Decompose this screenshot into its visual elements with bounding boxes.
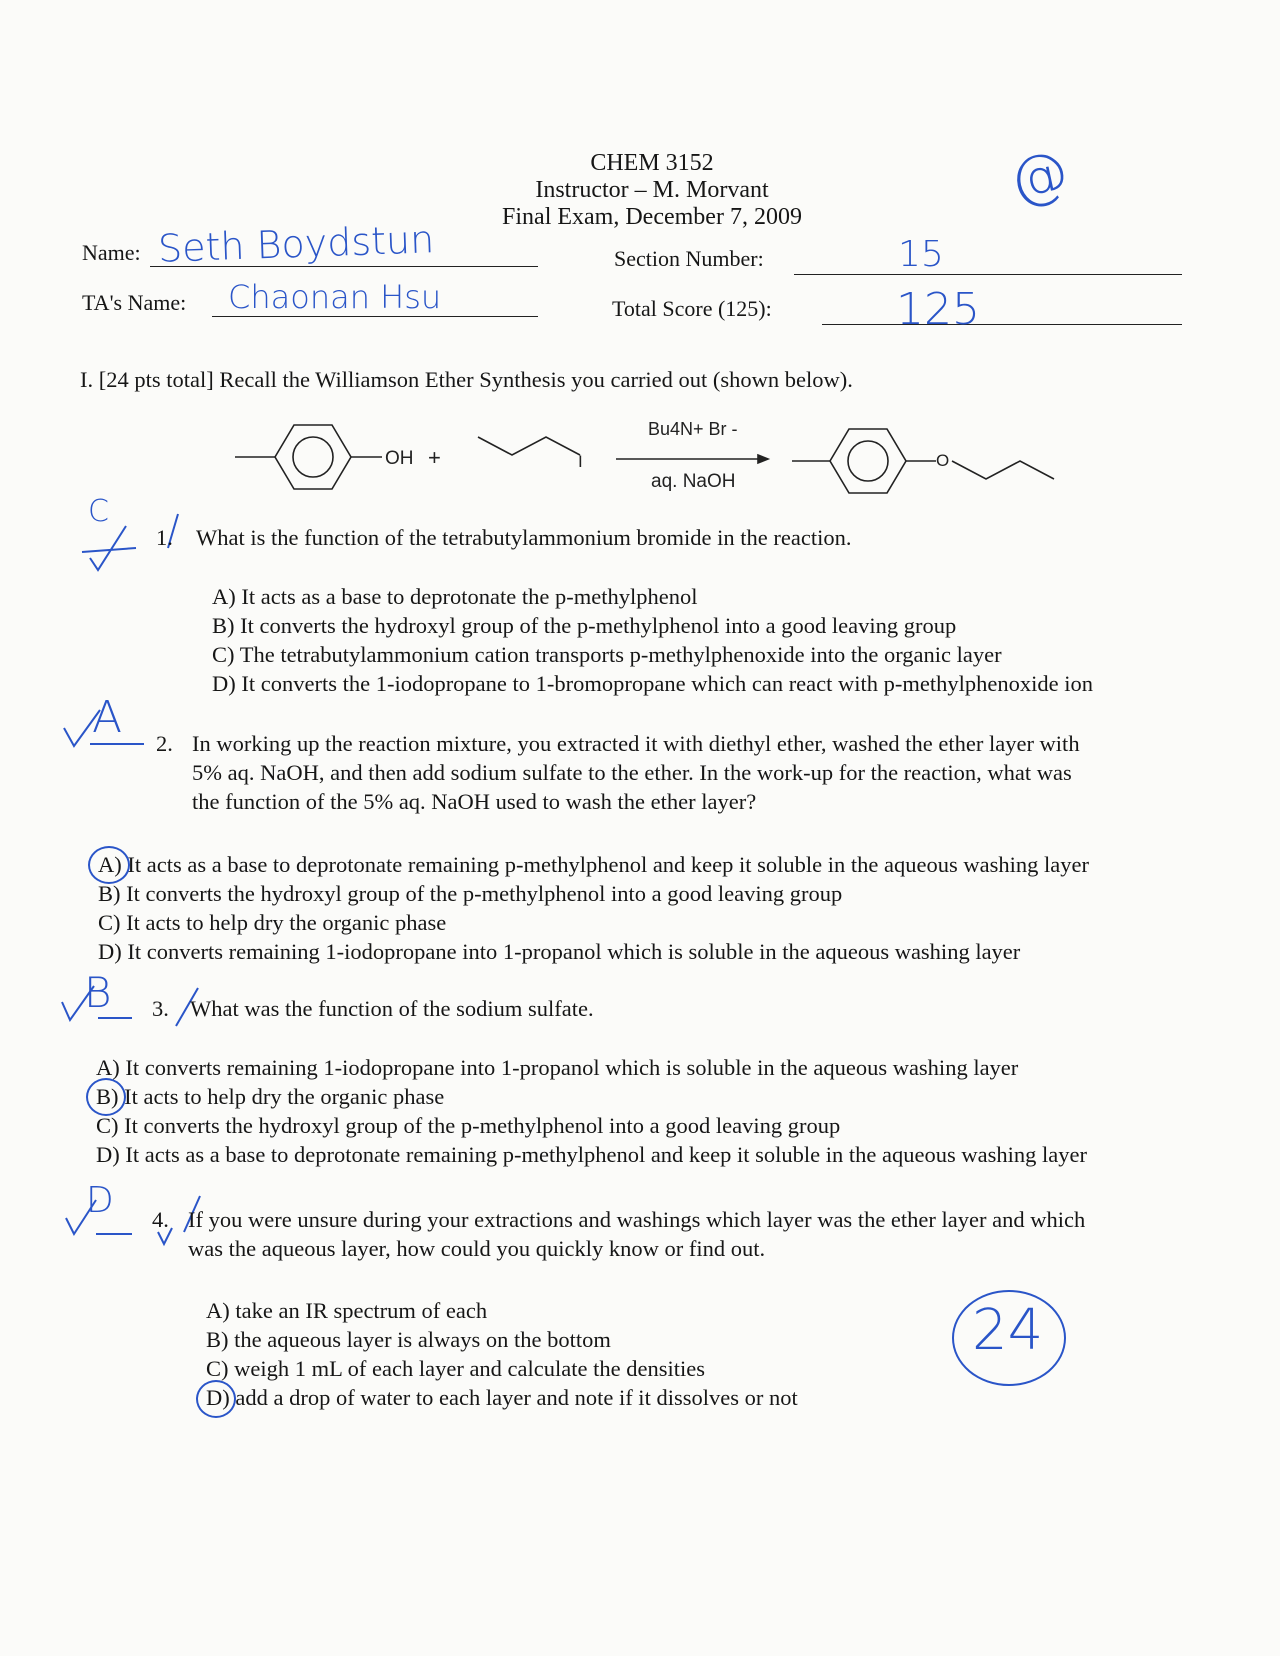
q1-number: 1. — [156, 525, 173, 550]
q3-option-b[interactable]: B) It acts to help dry the organic phase — [96, 1084, 445, 1109]
q3-answer[interactable]: B — [84, 968, 112, 1017]
ta-label: TA's Name: — [82, 290, 187, 315]
plus-sign: + — [428, 445, 441, 470]
catalyst-label: Bu4N+ Br - — [648, 419, 738, 439]
name-value[interactable]: Seth Boydstun — [157, 217, 435, 271]
q1-check-mark — [76, 508, 196, 578]
q4-number: 4. — [152, 1207, 169, 1232]
section-intro: I. [24 pts total] Recall the Williamson Ether Synthesis you carried out (shown below). — [80, 367, 853, 392]
iodine-label: I — [578, 452, 583, 471]
q2-number: 2. — [156, 731, 173, 756]
section-value[interactable]: 15 — [898, 234, 944, 275]
q2-text-line-3: the function of the 5% aq. NaOH used to wash the ether layer? — [192, 789, 757, 814]
q4-text-line-2: was the aqueous layer, how could you quickly know or find out. — [188, 1236, 766, 1261]
q4-answer[interactable]: D — [86, 1180, 114, 1221]
q2-check-mark — [60, 704, 150, 754]
propyl-chain — [478, 437, 580, 455]
q3-option-d[interactable]: D) It acts as a base to deprotonate remaining p-methylphenol and keep it soluble in the aqueous washing layer — [96, 1142, 1087, 1167]
q4-option-b[interactable]: B) the aqueous layer is always on the bottom — [206, 1327, 611, 1352]
q4-option-d[interactable]: D) add a drop of water to each layer and note if it dissolves or not — [206, 1385, 798, 1410]
oh-label: OH — [385, 448, 414, 469]
grade-mark: @ — [1003, 136, 1075, 216]
reaction-scheme — [230, 415, 1090, 500]
q2-option-a[interactable]: A) It acts as a base to deprotonate remaining p-methylphenol and keep it soluble in the aqueous washing layer — [98, 852, 1089, 877]
q4-option-a[interactable]: A) take an IR spectrum of each — [206, 1298, 488, 1323]
q2-option-d[interactable]: D) It converts remaining 1-iodopropane into 1-propanol which is soluble in the aqueous washing layer — [98, 939, 1021, 964]
q1-option-d[interactable]: D) It converts the 1-iodopropane to 1-bromopropane which can react with p-methylphenoxide ion — [212, 671, 1093, 696]
course-title: CHEM 3152 — [590, 150, 714, 176]
q4-option-c[interactable]: C) weigh 1 mL of each layer and calculate the densities — [206, 1356, 705, 1381]
reaction-arrow-head — [758, 455, 768, 463]
q3-number: 3. — [152, 996, 169, 1021]
q1-option-c[interactable]: C) The tetrabutylammonium cation transports p-methylphenoxide into the organic layer — [212, 642, 1002, 667]
q3-text: What was the function of the sodium sulfate. — [190, 996, 594, 1021]
propoxy-chain — [952, 461, 1054, 479]
solvent-label: aq. NaOH — [651, 471, 736, 492]
q2-option-b[interactable]: B) It converts the hydroxyl group of the p-methylphenol into a good leaving group — [98, 881, 843, 906]
q1-option-b[interactable]: B) It converts the hydroxyl group of the p-methylphenol into a good leaving group — [212, 613, 957, 638]
oxygen-label: O — [936, 451, 950, 470]
q3-option-a[interactable]: A) It converts remaining 1-iodopropane into 1-propanol which is soluble in the aqueous washing layer — [96, 1055, 1019, 1080]
q2-text-line-2: 5% aq. NaOH, and then add sodium sulfate to the ether. In the work-up for the reaction, what was — [192, 760, 1072, 785]
section-score: 24 — [972, 1298, 1044, 1363]
q1-answer[interactable]: C — [88, 494, 109, 529]
instructor-line: Instructor – M. Morvant — [535, 177, 769, 203]
q1-text: What is the function of the tetrabutylammonium bromide in the reaction. — [196, 525, 852, 550]
q1-option-a[interactable]: A) It acts as a base to deprotonate the p-methylphenol — [212, 584, 698, 609]
ta-value[interactable]: Chaonan Hsu — [228, 278, 442, 316]
name-label: Name: — [82, 240, 141, 265]
section-label: Section Number: — [614, 246, 764, 271]
benzene-ring-1 — [275, 425, 351, 489]
benzene-ring-2 — [830, 429, 906, 493]
q4-selected-circle — [196, 1380, 236, 1418]
section-line — [794, 274, 1182, 275]
q2-answer[interactable]: A — [92, 692, 123, 743]
q2-option-c[interactable]: C) It acts to help dry the organic phase — [98, 910, 447, 935]
q2-text-line-1: In working up the reaction mixture, you extracted it with diethyl ether, washed the ether layer with — [192, 731, 1080, 756]
q3-option-c[interactable]: C) It converts the hydroxyl group of the p-methylphenol into a good leaving group — [96, 1113, 841, 1138]
exam-line: Final Exam, December 7, 2009 — [502, 204, 802, 230]
score-value[interactable]: 125 — [896, 284, 980, 335]
aromatic-circle-2 — [848, 441, 888, 481]
score-line — [822, 324, 1182, 325]
score-label: Total Score (125): — [612, 296, 772, 321]
ta-line — [212, 316, 538, 317]
q4-text-line-1: If you were unsure during your extractions and washings which layer was the ether layer and which — [188, 1207, 1086, 1232]
aromatic-circle-1 — [293, 437, 333, 477]
